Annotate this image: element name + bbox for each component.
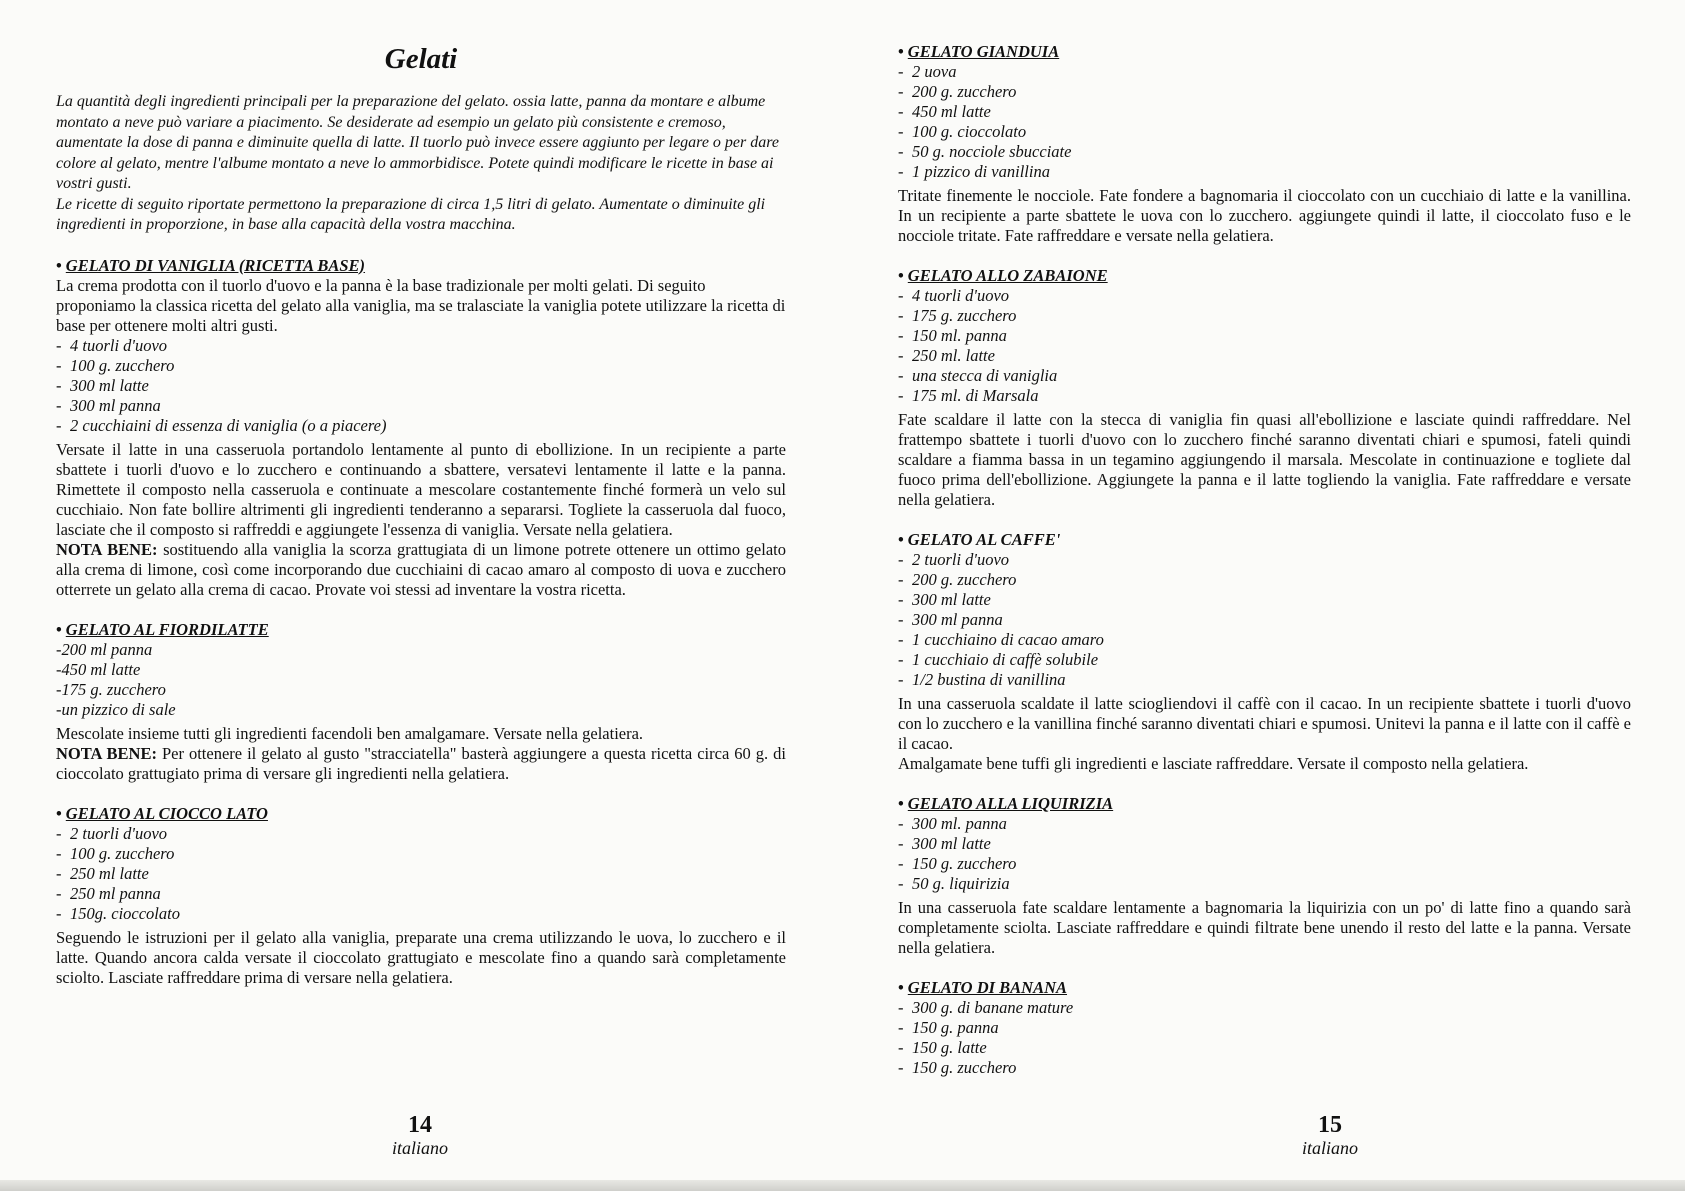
ingredient-list bbox=[56, 336, 786, 436]
bullet-icon: • bbox=[898, 794, 904, 813]
list-item: - 300 ml panna bbox=[56, 395, 161, 415]
left-column bbox=[56, 36, 786, 988]
page-language: italiano bbox=[1301, 1138, 1358, 1158]
page-number: 15 bbox=[1318, 1112, 1342, 1138]
ingredient-list bbox=[898, 286, 1631, 406]
list-item: - 50 g. liquirizia bbox=[898, 874, 1010, 893]
recipe-vaniglia bbox=[56, 256, 786, 600]
note: NOTA BENE: Per ottenere il gelato al gusto "stracciatella" basterà aggiungere a questa ricetta circa 60 g. di cioccolato grattugiato prima di versare gli ingredienti nella gelatiera. bbox=[56, 743, 786, 783]
list-item: - 100 g. cioccolato bbox=[898, 122, 1027, 141]
list-item: - 100 g. zucchero bbox=[56, 355, 175, 375]
list-item: - 300 ml latte bbox=[898, 590, 991, 609]
recipe-title: • GELATO GIANDUIA bbox=[898, 42, 1060, 61]
recipe-method: Fate scaldare il latte con la stecca di vaniglia fin quasi all'ebollizione e lasciate quindi raffreddare. Nel frattempo sbattete i tuorli d'uovo con lo zucchero finché saranno diventati chiari e spumosi, fateli quindi scaldare a fiamma bassa in un tegamino aggiungendo il marsala. Mescolate in continuazione e togliete dal fuoco prima dell'ebollizione. Aggiungete la panna e il latte togliendo la vaniglia. Fate raffreddare e versate nella gelatiera. bbox=[898, 410, 1631, 509]
list-item: - 100 g. zucchero bbox=[56, 843, 175, 863]
list-item: -175 g. zucchero bbox=[56, 679, 166, 699]
bullet-icon: • bbox=[56, 255, 62, 275]
list-item: - 250 ml panna bbox=[56, 883, 161, 903]
recipe-gianduia bbox=[898, 42, 1631, 246]
list-item: - 300 ml latte bbox=[56, 375, 149, 395]
list-item: - 300 g. di banane mature bbox=[898, 998, 1074, 1017]
recipe-banana bbox=[898, 978, 1631, 1078]
recipe-method: In una casseruola scaldate il latte sciogliendovi il caffè con il cacao. In un recipiente sbattete i tuorli d'uovo con lo zucchero e la vanillina finché saranno diventati chiari e spumosi. Unitevi la panna e il latte con il caffè e il cacao. Amalgamate bene tuffi gli ingredienti e lasciate raffreddare. Versate il composto nella gelatiera. bbox=[898, 694, 1631, 773]
list-item: -450 ml latte bbox=[56, 659, 141, 679]
recipe-caffe bbox=[898, 530, 1631, 774]
page-footer bbox=[360, 1112, 480, 1158]
recipe-title: • GELATO DI VANIGLIA (RICETTA BASE) bbox=[56, 255, 366, 275]
list-item: - 300 ml panna bbox=[898, 610, 1003, 629]
recipe-method: In una casseruola fate scaldare lentamente a bagnomaria la liquirizia con un po' di latte fino a quando sarà completamente sciolta. Lasciate raffreddare e quindi filtrate bene unendo il resto del latte e la panna. Versate nella gelatiera. bbox=[898, 898, 1631, 957]
recipe-title: • GELATO DI BANANA bbox=[898, 978, 1068, 997]
list-item: - 1/2 bustina di vanillina bbox=[898, 670, 1066, 689]
ingredient-list bbox=[898, 814, 1631, 894]
list-item: - 300 ml. panna bbox=[898, 814, 1007, 833]
list-item: - 200 g. zucchero bbox=[898, 570, 1017, 589]
list-item: -200 ml panna bbox=[56, 639, 153, 659]
intro bbox=[56, 92, 786, 236]
bullet-icon: • bbox=[898, 978, 904, 997]
list-item: - 300 ml latte bbox=[898, 834, 991, 853]
recipe-title: • GELATO AL CAFFE' bbox=[898, 530, 1061, 549]
list-item: - 2 tuorli d'uovo bbox=[898, 550, 1010, 569]
page-title: Gelati bbox=[384, 43, 458, 75]
list-item: - 450 ml latte bbox=[898, 102, 991, 121]
ingredient-list bbox=[898, 62, 1631, 182]
ingredient-list bbox=[56, 824, 786, 924]
right-column bbox=[898, 42, 1631, 1078]
recipe-method: Versate il latte in una casseruola portandolo lentamente al punto di ebollizione. In un recipiente a parte sbattete i tuorli d'uovo e lo zucchero e continuando a sbattere, versatevi lentamente il latte e la panna. Rimettete il composto nella casseruola e continuate a mescolare costantemente finché formerà un velo sul cucchiaio. Non fate bollire altrimenti gli ingredienti tenderanno a separarsi. Togliete la casseruola dal fuoco, lasciate che il composto si raffreddi e aggiungete l'essenza di vaniglia. Versate nella gelatiera. NOTA BENE: sostituendo alla vaniglia la scorza grattugiata di un limone potrete ottenere un ottimo gelato alla crema di limone, così come incorporando due cucchiaini di cacao amaro al composto di uova e zucchero otterrete un gelato alla crema di cacao. Provate voi stessi ad inventare la vostra ricetta. bbox=[56, 439, 786, 599]
left-page bbox=[0, 0, 842, 1191]
ingredient-list bbox=[898, 998, 1631, 1078]
list-item: - 250 ml. latte bbox=[898, 346, 995, 365]
recipe-title: • GELATO ALLO ZABAIONE bbox=[898, 266, 1108, 285]
list-item: - 150 g. zucchero bbox=[898, 854, 1017, 873]
page-bottom-edge bbox=[0, 1180, 1685, 1191]
list-item: -un pizzico di sale bbox=[56, 699, 176, 719]
list-item: - 4 tuorli d'uovo bbox=[56, 335, 168, 355]
list-item: - 50 g. nocciole sbucciate bbox=[898, 142, 1072, 161]
list-item: - 175 g. zucchero bbox=[898, 306, 1017, 325]
bullet-icon: • bbox=[898, 42, 904, 61]
recipe-fiordilatte bbox=[56, 620, 786, 784]
list-item: - 2 tuorli d'uovo bbox=[56, 823, 168, 843]
list-item: - 150 g. latte bbox=[898, 1038, 987, 1057]
page-footer bbox=[1270, 1112, 1390, 1158]
list-item: - 250 ml latte bbox=[56, 863, 149, 883]
recipe-method: Mescolate insieme tutti gli ingredienti facendoli ben amalgamare. Versate nella gelatiera. NOTA BENE: Per ottenere il gelato al gusto "stracciatella" basterà aggiungere a questa ricetta circa 60 g. di cioccolato grattugiato prima di versare gli ingredienti nella gelatiera. bbox=[56, 723, 786, 783]
intro-paragraph: La quantità degli ingredienti principali per la preparazione del gelato. ossia latte, panna da montare e albume montato a neve può variare a piacimento. Se desiderate ad esempio un gelato più consistente e cremoso, aumentate la dose di panna e diminuite quella di latte. Il tuorlo può invece essere aggiunto per legare o per dare colore al gelato, mentre l'albume montato a neve lo ammorbidisce. Potete quindi modificare le ricette in base ai vostri gusti. bbox=[56, 93, 779, 192]
list-item: - 150g. cioccolato bbox=[56, 903, 180, 923]
bullet-icon: • bbox=[56, 803, 62, 823]
intro-paragraph: Le ricette di seguito riportate permettono la preparazione di circa 1,5 litri di gelato. Aumentate o diminuite gli ingredienti in proporzione, in base alla capacità della vostra macchina. bbox=[56, 195, 766, 233]
recipe-description: La crema prodotta con il tuorlo d'uovo e la panna è la base tradizionale per molti gelati. Di seguito proponiamo la classica ricetta del gelato alla vaniglia, ma se tralasciate la vaniglia potete utilizzare la ricetta di base per ottenere molti altri gusti. bbox=[56, 275, 786, 335]
recipe-title: • GELATO AL CIOCCO LATO bbox=[56, 803, 268, 823]
list-item: - 150 ml. panna bbox=[898, 326, 1007, 345]
list-item: - 4 tuorli d'uovo bbox=[898, 286, 1010, 305]
list-item: - 150 g. panna bbox=[898, 1018, 999, 1037]
bullet-icon: • bbox=[898, 266, 904, 285]
recipe-liquirizia bbox=[898, 794, 1631, 958]
list-item: - 1 cucchiaino di cacao amaro bbox=[898, 630, 1104, 649]
recipe-cioccolato bbox=[56, 804, 786, 988]
recipe-title: • GELATO AL FIORDILATTE bbox=[56, 619, 269, 639]
list-item: - 200 g. zucchero bbox=[898, 82, 1017, 101]
bullet-icon: • bbox=[56, 619, 62, 639]
ingredient-list bbox=[56, 640, 786, 720]
list-item: - 2 cucchiaini di essenza di vaniglia (o a piacere) bbox=[56, 415, 387, 435]
list-item: - una stecca di vaniglia bbox=[898, 366, 1058, 385]
page-language: italiano bbox=[391, 1138, 448, 1158]
page-number: 14 bbox=[408, 1112, 432, 1138]
right-page bbox=[842, 0, 1685, 1191]
list-item: - 1 pizzico di vanillina bbox=[898, 162, 1050, 181]
recipe-title: • GELATO ALLA LIQUIRIZIA bbox=[898, 794, 1114, 813]
list-item: - 175 ml. di Marsala bbox=[898, 386, 1039, 405]
list-item: - 150 g. zucchero bbox=[898, 1058, 1017, 1077]
recipe-method: Seguendo le istruzioni per il gelato alla vaniglia, preparate una crema utilizzando le uova, lo zucchero e il latte. Quando ancora calda versate il cioccolato grattugiato e mescolate fino a quando sarà completamente sciolto. Lasciate raffreddare prima di versare nella gelatiera. bbox=[56, 927, 786, 987]
list-item: - 1 cucchiaio di caffè solubile bbox=[898, 650, 1099, 669]
ingredient-list bbox=[898, 550, 1631, 690]
bullet-icon: • bbox=[898, 530, 904, 549]
list-item: - 2 uova bbox=[898, 62, 957, 81]
recipe-method: Tritate finemente le nocciole. Fate fondere a bagnomaria il cioccolato con un cucchiaio di latte e la vanillina. In un recipiente a parte sbattete le uova con lo zucchero. aggiungete quindi il latte, il cioccolato fuso e le nocciole tritate. Fate raffreddare e versate nella gelatiera. bbox=[898, 186, 1631, 245]
note: NOTA BENE: sostituendo alla vaniglia la scorza grattugiata di un limone potrete ottenere un ottimo gelato alla crema di limone, così come incorporando due cucchiaini di cacao amaro al composto di uova e zucchero otterrete un gelato alla crema di cacao. Provate voi stessi ad inventare la vostra ricetta. bbox=[56, 539, 786, 599]
recipe-zabaione bbox=[898, 266, 1631, 510]
